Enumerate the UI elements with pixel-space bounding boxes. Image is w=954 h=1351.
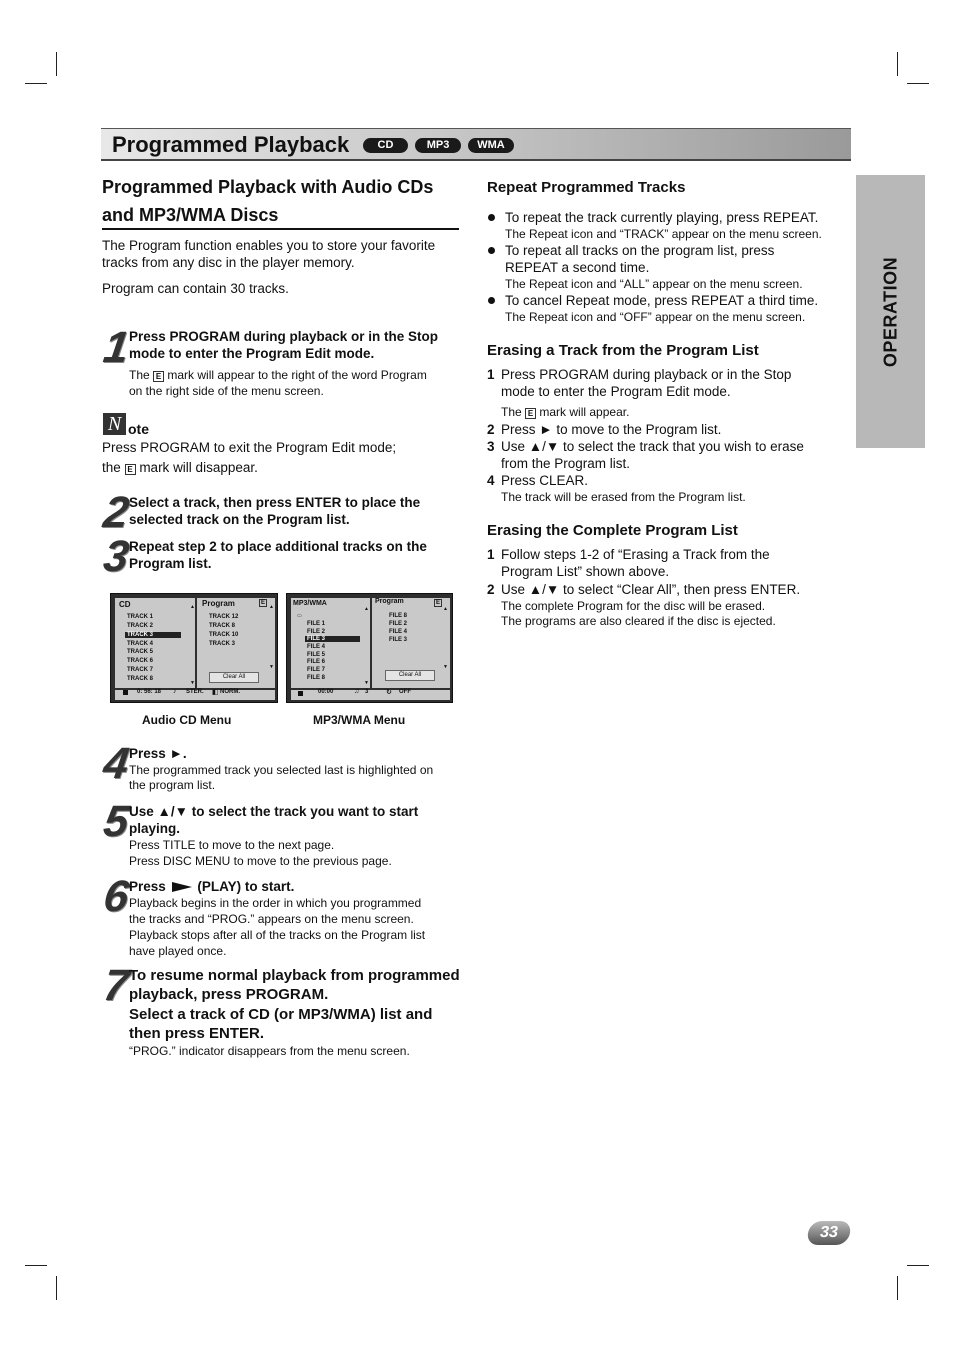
stop-icon <box>298 691 303 696</box>
step-number: 7 <box>100 961 132 1010</box>
step-note: have played once. <box>129 944 227 958</box>
program-edit-mark-icon: E <box>261 600 266 606</box>
scroll-up-icon: ▲ <box>269 604 274 610</box>
scroll-down-icon: ▼ <box>443 664 448 670</box>
mp3-wma-menu-screen <box>286 593 453 703</box>
program-edit-mark-icon: E <box>153 371 164 382</box>
program-edit-mark-icon: E <box>436 600 441 606</box>
list-note: The programs are also cleared if the disc is ejected. <box>501 614 776 628</box>
list-item: TRACK 4 <box>127 641 154 647</box>
program-edit-mark-icon: E <box>525 408 536 419</box>
list-text: Press PROGRAM during playback or in the Stop <box>501 367 792 382</box>
list-text: Use ▲/▼ to select “Clear All”, then press ENTER. <box>501 582 801 597</box>
step-note: Press TITLE to move to the next page. <box>129 838 335 852</box>
list-item: FILE 1 <box>307 621 326 627</box>
list-item: TRACK 1 <box>127 614 154 620</box>
menu-caption: MP3/WMA Menu <box>313 713 406 727</box>
bullet-note: The Repeat icon and “ALL” appear on the menu screen. <box>505 277 803 291</box>
section-heading-line2: and MP3/WMA Discs <box>102 205 279 225</box>
bullet-note: The Repeat icon and “TRACK” appear on the menu screen. <box>505 227 822 241</box>
step-number: 5 <box>100 797 132 846</box>
crop-mark <box>25 83 47 84</box>
list-item: TRACK 5 <box>127 649 154 655</box>
subsection-heading: Erasing the Complete Program List <box>487 522 738 539</box>
list-item: TRACK 6 <box>127 658 154 664</box>
intro-text: tracks from any disc in the player memory. <box>102 255 355 270</box>
section-tab-label: OPERATION <box>880 256 900 367</box>
program-item: TRACK 12 <box>209 614 239 620</box>
bullet <box>488 247 495 254</box>
scroll-down-icon: ▼ <box>269 664 274 670</box>
program-item: FILE 3 <box>389 637 408 643</box>
step-number: 6 <box>100 872 132 921</box>
step-note: The E mark will appear to the right of the word Program <box>129 368 427 382</box>
crop-mark <box>907 83 929 84</box>
program-item: FILE 2 <box>389 621 408 627</box>
crop-mark <box>25 1265 47 1266</box>
step-number: 1 <box>100 323 132 372</box>
time-readout: 00:00 <box>318 689 334 695</box>
program-item: FILE 8 <box>389 613 408 619</box>
step-title: Use ▲/▼ to select the track you want to start <box>129 804 419 819</box>
note-label: ote <box>128 421 149 437</box>
subsection-heading: Repeat Programmed Tracks <box>487 179 686 196</box>
stop-icon <box>123 690 128 695</box>
step-note: Press DISC MENU to move to the previous page. <box>129 854 392 868</box>
scroll-down-icon: ▼ <box>190 680 195 686</box>
list-text: from the Program list. <box>501 456 631 471</box>
badge-wma: WMA <box>468 138 514 153</box>
crop-mark <box>56 52 57 76</box>
step-title: then press ENTER. <box>129 1025 265 1042</box>
folder-up-icon: ▭ <box>297 613 302 619</box>
menu-caption: Audio CD Menu <box>142 713 232 727</box>
list-number: 1 <box>487 547 495 562</box>
step-note: “PROG.” indicator disappears from the menu screen. <box>129 1044 410 1058</box>
list-number: 2 <box>487 582 495 597</box>
list-text: Program List” shown above. <box>501 564 670 579</box>
list-note: The E mark will appear. <box>501 405 630 419</box>
audio-cd-menu-screen <box>110 593 278 703</box>
step-number: 4 <box>100 739 132 788</box>
list-item: TRACK 2 <box>127 623 154 629</box>
badge-mp3: MP3 <box>415 138 461 153</box>
sound-mode-readout: NORM. <box>220 689 240 695</box>
list-item-selected: TRACK 3 <box>125 632 181 638</box>
menu-header-mp3: MP3/WMA <box>293 600 327 607</box>
list-text: Use ▲/▼ to select the track that you wish to erase <box>501 439 804 454</box>
step-title: playback, press PROGRAM. <box>129 986 329 1003</box>
time-readout: 0: 56: 18 <box>137 689 162 695</box>
menu-header-program: Program <box>375 598 404 605</box>
crop-mark <box>897 1276 898 1300</box>
page-title: Programmed Playback <box>112 132 350 157</box>
list-number: 1 <box>487 367 495 382</box>
page-number: 33 <box>806 1221 852 1245</box>
note-text: the E mark will disappear. <box>102 460 258 475</box>
list-item: TRACK 8 <box>127 676 154 682</box>
file-list-panel <box>291 598 370 688</box>
step-title: selected track on the Program list. <box>129 512 350 527</box>
list-item: TRACK 7 <box>127 667 154 673</box>
bullet-text: To cancel Repeat mode, press REPEAT a third time. <box>505 293 819 308</box>
bullet <box>488 297 495 304</box>
bullet-note: The Repeat icon and “OFF” appear on the menu screen. <box>505 310 806 324</box>
program-item: FILE 4 <box>389 629 408 635</box>
step-note: the tracks and “PROG.” appears on the menu screen. <box>129 912 414 926</box>
scroll-up-icon: ▲ <box>364 606 369 612</box>
list-item: FILE 4 <box>307 644 326 650</box>
step-title: Select a track, then press ENTER to place the <box>129 495 421 510</box>
crop-mark <box>907 1265 929 1266</box>
program-edit-mark-icon: E <box>125 464 136 475</box>
step-title: Press PROGRAM during playback or in the Stop <box>129 329 439 344</box>
list-item-selected: FILE 3 <box>305 636 360 642</box>
step-number: 2 <box>100 488 132 537</box>
step-note: Playback stops after all of the tracks on the Program list <box>129 928 426 942</box>
list-item: FILE 7 <box>307 667 326 673</box>
note-text: Press PROGRAM to exit the Program Edit mode; <box>102 440 397 455</box>
list-item: FILE 2 <box>307 629 326 635</box>
program-item: TRACK 8 <box>209 623 236 629</box>
program-item: TRACK 3 <box>209 641 236 647</box>
step-note: on the right side of the menu screen. <box>129 384 324 398</box>
step-title: mode to enter the Program Edit mode. <box>129 346 375 361</box>
clear-all-button: Clear All <box>385 670 435 681</box>
list-item: FILE 6 <box>307 659 326 665</box>
audio-channel-icon: ♪ <box>173 688 177 695</box>
audio-channel-readout: STER. <box>186 689 204 695</box>
step-title: Program list. <box>129 556 212 571</box>
list-number: 2 <box>487 422 495 437</box>
list-text: Press ► to move to the Program list. <box>501 422 722 437</box>
play-icon <box>172 882 192 892</box>
status-bar <box>291 690 450 700</box>
list-number: 3 <box>487 439 495 454</box>
step-number: 3 <box>100 532 132 581</box>
list-text: Press CLEAR. <box>501 473 589 488</box>
heading-underline <box>102 228 459 230</box>
count-readout: 3 <box>365 689 369 695</box>
intro-text: The Program function enables you to store your favorite <box>102 238 436 253</box>
scroll-down-icon: ▼ <box>364 680 369 686</box>
list-note: The track will be erased from the Program list. <box>501 490 746 504</box>
step-title: Press ►. <box>129 746 187 761</box>
title-bar <box>101 128 851 161</box>
note-icon: N <box>103 413 126 435</box>
list-text: mode to enter the Program Edit mode. <box>501 384 731 399</box>
repeat-readout: OFF <box>399 689 411 695</box>
repeat-icon: ↻ <box>386 689 392 696</box>
bullet <box>488 214 495 221</box>
step-note: The programmed track you selected last is highlighted on <box>129 763 434 777</box>
menu-header-cd: CD <box>119 600 131 609</box>
step-note: the program list. <box>129 778 216 792</box>
scroll-up-icon: ▲ <box>190 604 195 610</box>
program-item: TRACK 10 <box>209 632 239 638</box>
step-note: Playback begins in the order in which you programmed <box>129 896 422 910</box>
step-title: playing. <box>129 821 181 836</box>
step-title: Press (PLAY) to start. <box>129 879 295 894</box>
list-text: Follow steps 1-2 of “Erasing a Track from the <box>501 547 770 562</box>
section-tab <box>856 175 925 448</box>
sound-mode-icon: ◧ <box>212 689 219 696</box>
crop-mark <box>897 52 898 76</box>
section-heading: Programmed Playback with Audio CDs <box>102 177 434 197</box>
scroll-up-icon: ▲ <box>443 606 448 612</box>
list-note: The complete Program for the disc will be erased. <box>501 599 766 613</box>
bullet-text: REPEAT a second time. <box>505 260 650 275</box>
bullet-text: To repeat all tracks on the program list, press <box>505 243 775 258</box>
list-item: FILE 5 <box>307 652 326 658</box>
step-title: Repeat step 2 to place additional tracks on the <box>129 539 427 554</box>
list-number: 4 <box>487 473 495 488</box>
step-title: To resume normal playback from programmed <box>129 967 460 984</box>
count-icon: ♫ <box>354 688 360 695</box>
step-title: Select a track of CD (or MP3/WMA) list and <box>129 1006 433 1023</box>
subsection-heading: Erasing a Track from the Program List <box>487 342 759 359</box>
clear-all-button: Clear All <box>209 672 259 683</box>
bullet-text: To repeat the track currently playing, press REPEAT. <box>505 210 819 225</box>
menu-header-program: Program <box>202 599 235 608</box>
crop-mark <box>56 1276 57 1300</box>
list-item: FILE 8 <box>307 675 326 681</box>
capacity-text: Program can contain 30 tracks. <box>102 281 289 296</box>
badge-cd: CD <box>363 138 408 153</box>
